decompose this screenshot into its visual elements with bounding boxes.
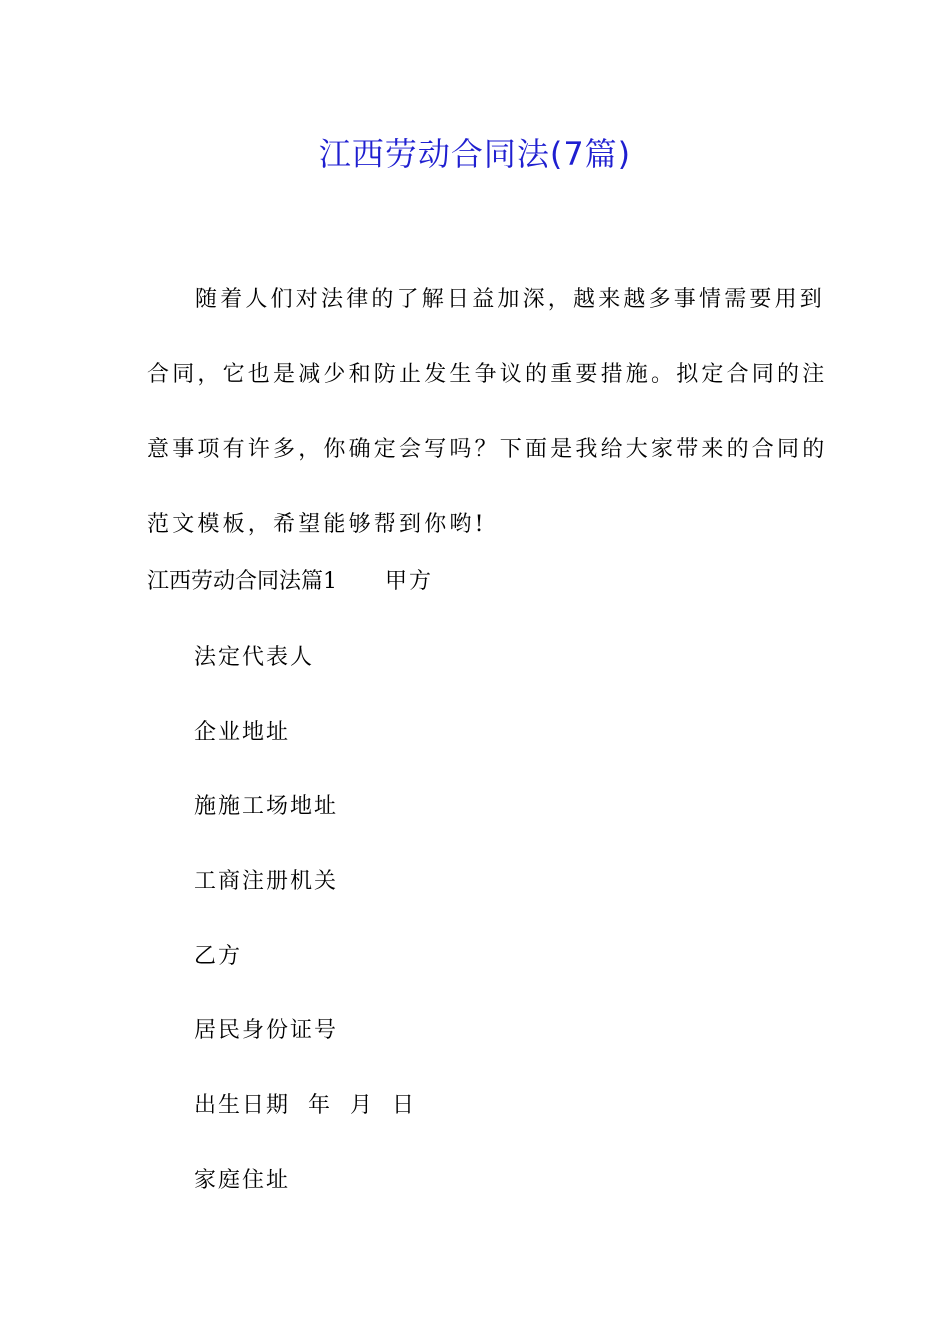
field-company-address: 企业地址: [194, 720, 291, 745]
intro-line: 随着人们对法律的了解日益加深，越来越多事情需要用到: [195, 287, 826, 312]
intro-line: 范文模板，希望能够帮到你哟!: [147, 512, 487, 537]
intro-line: 合同，它也是减少和防止发生争议的重要措施。拟定合同的注: [147, 362, 828, 387]
section-heading: 江西劳动合同法篇1: [147, 569, 337, 594]
field-id-number: 居民身份证号: [194, 1018, 339, 1043]
field-legal-representative: 法定代表人: [194, 645, 315, 670]
field-birth-date: 出生日期 年 月 日: [194, 1093, 416, 1118]
party-a-label: 甲方: [385, 569, 434, 594]
section-heading-row: [147, 566, 433, 598]
field-registration-authority: 工商注册机关: [194, 869, 339, 894]
field-party-b: 乙方: [194, 944, 243, 969]
field-site-address: 施施工场地址: [194, 794, 339, 819]
intro-line: 意事项有许多，你确定会写吗？下面是我给大家带来的合同的: [147, 437, 828, 462]
intro-paragraph: [147, 262, 828, 562]
document-title: 江西劳动合同法(7篇): [318, 135, 632, 173]
field-home-address: 家庭住址: [194, 1168, 291, 1193]
